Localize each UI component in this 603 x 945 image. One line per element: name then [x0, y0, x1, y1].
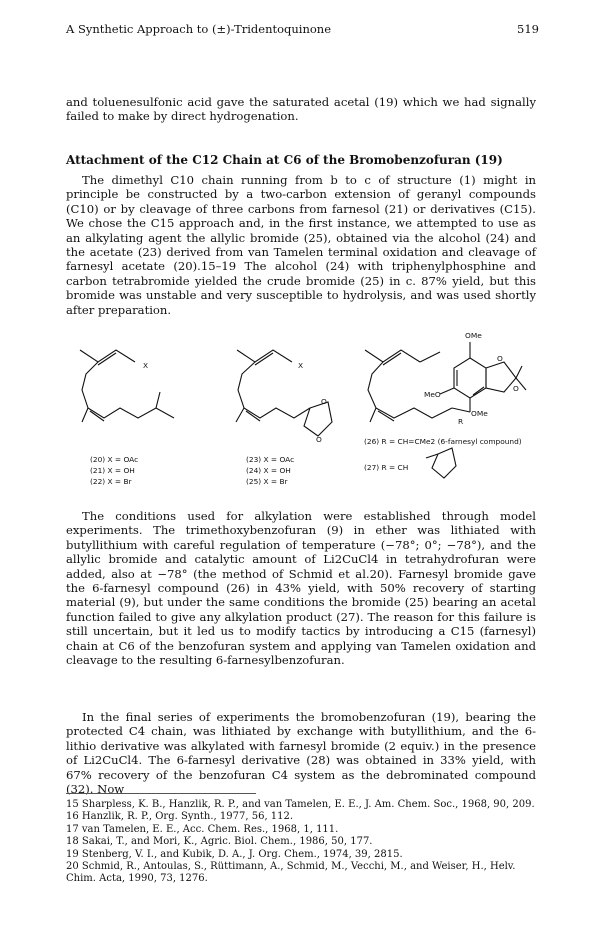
cpd-27: (27) R = CH — [364, 463, 409, 472]
footnotes — [66, 799, 546, 886]
compound-set-20-22 — [90, 454, 138, 487]
cpd-26: (26) R = CH=CMe2 (6-farnesyl compound) — [364, 437, 522, 446]
cpd-20: (20) X = OAc — [90, 455, 139, 464]
footnote-15: 15 Sharpless, K. B., Hanzlik, R. P., and van Tamelen, E. E., J. Am. Chem. Soc., 1968, 90, 209. — [66, 799, 535, 810]
footnote-18: 18 Sakai, T., and Mori, K., Agric. Biol. Chem., 1986, 50, 177. — [66, 836, 373, 848]
dioxolane-o: O — [513, 384, 519, 393]
footnote-17: 17 van Tamelen, E. E., Acc. Chem. Res., 1968, 1, 111. — [66, 823, 339, 835]
cpd-23: (23) X = OAc — [246, 455, 295, 464]
x-label-2: X — [298, 361, 304, 370]
acetal-o-top: O — [321, 397, 327, 406]
r-label: R — [458, 417, 464, 426]
paragraph-top: and toluenesulfonic acid gave the saturated acetal (19) which we had signally failed to make by direct hydrogenation. — [66, 95, 536, 124]
cpd-22: (22) X = Br — [90, 477, 132, 486]
furan-o: O — [497, 354, 503, 363]
ome-bottom: OMe — [471, 409, 488, 418]
meo-label: MeO — [424, 390, 441, 399]
compound-set-23-25 — [246, 454, 294, 487]
footnote-rule — [66, 793, 256, 794]
footnote-20: 20 Schmid, R., Antoulas, S., Rüttimann, A., Schmid, M., Vecchi, M., and Weiser, H., Helv. Chim. Acta, 1990, 73, 1276. — [66, 861, 516, 885]
x-label-1: X — [143, 361, 149, 370]
section-heading: Attachment of the C12 Chain at C6 of the Bromobenzofuran (19) — [66, 153, 503, 167]
page-number: 519 — [517, 22, 539, 36]
cpd-24: (24) X = OH — [246, 466, 291, 475]
chemical-structures-figure — [60, 322, 545, 494]
paragraph-2: The conditions used for alkylation were established through model experiments. The trimethoxybenzofuran (9) in ether was lithiated with butyllithium with careful regulation of temperature (−78°; 0°; −78°), and the allylic bromide and catalytic amount of Li2CuCl4 in tetrahydrofuran were added, also at −78° (the method of Schmid et al.20). Farnesyl bromide gave the 6-farnesyl compound (26) in 43% yield, with 50% recovery of starting material (9), but under the same conditions the bromide (25) bearing an acetal function failed to give any alkylation product (27). The reason for this failure is still uncertain, but it led us to modify tactics by introducing a C15 (farnesyl) chain at C6 of the benzofuran system and applying van Tamelen oxidation and cleavage to the resulting 6-farnesylbenzofuran. — [66, 509, 536, 668]
ome-top: OMe — [465, 331, 482, 340]
footnote-19: 19 Stenberg, V. I., and Kubik, D. A., J. Org. Chem., 1974, 39, 2815. — [66, 848, 403, 860]
running-header — [66, 22, 539, 36]
paragraph-3: In the final series of experiments the bromobenzofuran (19), bearing the protected C4 chain, was lithiated by exchange with butyllithium, and the 6-lithio derivative was alkylated with farnesyl bromide (2 equiv.) in the presence of Li2CuCl4. The 6-farnesyl derivative (28) was obtained in 33% yield, with 67% recovery of the benzofuran C4 system as the debrominated compound (32). Now — [66, 710, 536, 797]
paragraph-1: The dimethyl C10 chain running from b to c of structure (1) might in principle be constructed by a two-carbon extension of geranyl compounds (C10) or by cleavage of three carbons from farnesol (21) or derivatives (C15). We chose the C15 approach and, in the first instance, we attempted to use as an alkylating agent the allylic bromide (25), obtained via the alcohol (24) and the acetate (23) derived from van Tamelen terminal oxidation and cleavage of farnesyl acetate (20).15–19 The alcohol (24) with triphenylphosphine and carbon tetrabromide yielded the crude bromide (25) in c. 87% yield, but this bromide was unstable and very susceptible to hydrolysis, and was used shortly after preparation. — [66, 173, 536, 317]
running-title: A Synthetic Approach to (±)-Tridentoquinone — [66, 22, 332, 36]
footnote-16: 16 Hanzlik, R. P., Org. Synth., 1977, 56, 112. — [66, 811, 294, 823]
acetal-o-bottom: O — [316, 435, 322, 444]
cpd-21: (21) X = OH — [90, 466, 135, 475]
cpd-25: (25) X = Br — [246, 477, 288, 486]
